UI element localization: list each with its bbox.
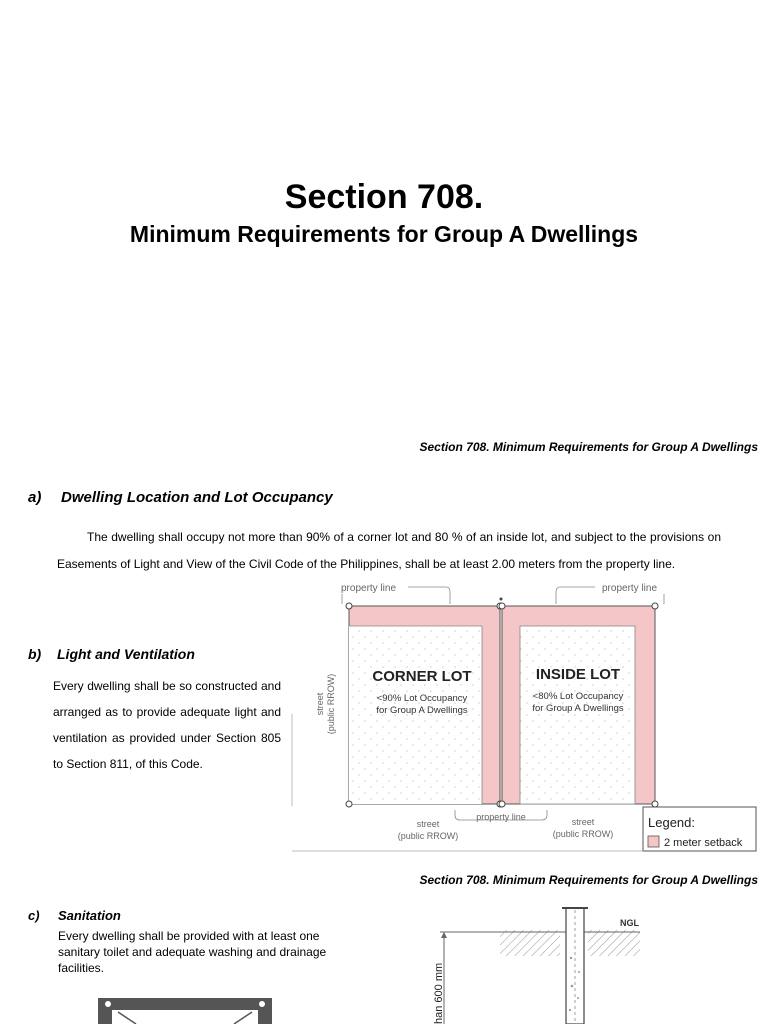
property-line-label-bottom: property line bbox=[476, 812, 526, 822]
lot-occupancy-diagram bbox=[290, 574, 762, 856]
property-line-label-right: property line bbox=[602, 583, 658, 594]
section-a-heading bbox=[28, 489, 333, 506]
legend-swatch bbox=[648, 836, 659, 847]
page-subtitle: Minimum Requirements for Group A Dwellings bbox=[129, 221, 639, 247]
inside-lot-note-1: <80% Lot Occupancy bbox=[532, 691, 624, 702]
page-title: Section 708. bbox=[284, 178, 484, 216]
corner-lot-title: CORNER LOT bbox=[372, 668, 472, 685]
sanitary-fixture-diagram bbox=[96, 994, 276, 1024]
corner-lot-note-2: for Group A Dwellings bbox=[376, 705, 468, 716]
street-label-bottom-left-2: (public RROW) bbox=[397, 831, 459, 841]
depth-arrow-head bbox=[441, 932, 447, 938]
legend-item-label: 2 meter setback bbox=[664, 837, 743, 849]
fixture-node-right bbox=[259, 1001, 265, 1007]
ngl-label: NGL bbox=[620, 918, 639, 928]
section-b-body: Every dwelling shall be so constructed and arranged as to provide adequate light and ventilation as provided under Section 805 to Section 811, of this Code. bbox=[53, 679, 281, 771]
section-c-label: c) bbox=[28, 908, 40, 923]
lot-divider-marker bbox=[500, 598, 503, 601]
street-label-bottom-right-2: (public RROW) bbox=[552, 829, 614, 839]
property-line-arrow-right bbox=[556, 587, 595, 604]
section-c-title: Sanitation bbox=[58, 908, 121, 923]
section-a-title: Dwelling Location and Lot Occupancy bbox=[61, 489, 333, 506]
well-section-diagram bbox=[428, 898, 668, 1024]
section-a-label: a) bbox=[28, 489, 42, 506]
street-label-bottom-right-1: street bbox=[571, 817, 595, 827]
section-b-heading bbox=[28, 646, 195, 662]
running-header: Section 708. Minimum Requirements for Group A Dwellings bbox=[419, 440, 758, 454]
inside-lot-dots bbox=[520, 626, 635, 804]
ground-hatch-right bbox=[588, 930, 640, 956]
running-header-repeat: Section 708. Minimum Requirements for Group A Dwellings bbox=[419, 873, 758, 887]
section-b-title: Light and Ventilation bbox=[57, 646, 195, 662]
fixture-node-left bbox=[105, 1001, 111, 1007]
corner-lot-note-1: <90% Lot Occupancy bbox=[376, 693, 468, 704]
street-label-side-1: street bbox=[315, 692, 325, 716]
section-c-heading bbox=[28, 908, 121, 923]
street-label-side-2: (public RROW) bbox=[326, 673, 336, 735]
inside-lot-note-2: for Group A Dwellings bbox=[532, 703, 624, 714]
section-a-paragraph bbox=[57, 524, 721, 577]
street-label-bottom-left-1: street bbox=[416, 819, 440, 829]
section-b-label: b) bbox=[28, 646, 42, 662]
section-c-body: Every dwelling shall be provided with at least one sanitary toilet and adequate washing and drainage facilities. bbox=[58, 929, 327, 975]
inside-lot-title: INSIDE LOT bbox=[535, 666, 621, 683]
depth-label: han 600 mm bbox=[433, 962, 445, 1024]
property-line-label-left: property line bbox=[341, 583, 397, 594]
section-a-body: The dwelling shall occupy not more than 90% of a corner lot and 80 % of an inside lot, and subject to the provisions on Easements of Light and View of the Civil Code of the Philippines, shall be at least 2.00 meters from the property line. bbox=[57, 530, 721, 571]
ground-hatch-left bbox=[500, 930, 560, 956]
property-line-arrow-left bbox=[408, 587, 450, 604]
legend-title: Legend: bbox=[648, 815, 695, 830]
